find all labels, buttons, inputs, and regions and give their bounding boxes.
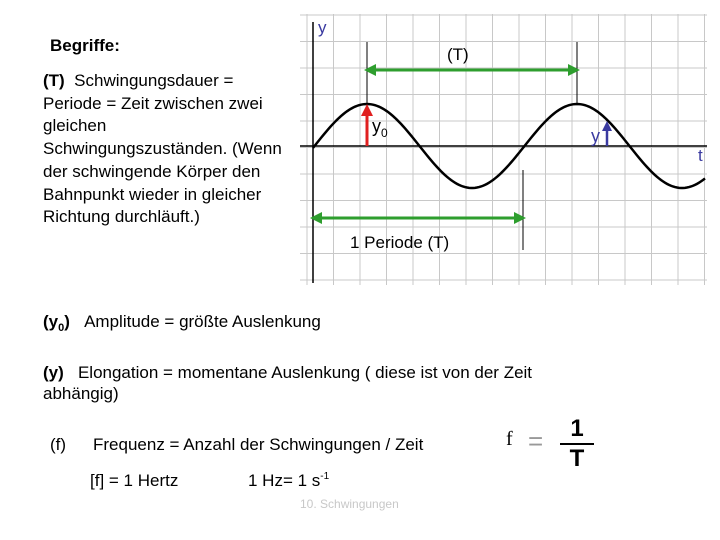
formula-numerator: 1 <box>570 415 584 442</box>
hertz-definition: 1 Hz= 1 $s^{-1}$ <box>248 471 330 490</box>
formula-f: f <box>506 428 513 450</box>
formula-fraction <box>560 416 594 472</box>
elongation-text-cont: abhängig) <box>43 384 119 403</box>
footer: 10. Schwingungen <box>300 497 399 511</box>
definition-period-key: (T) <box>43 71 65 90</box>
amplitude-key: $(y_0)$ <box>43 312 70 334</box>
formula-denominator: T <box>569 445 585 472</box>
amplitude-arrow-head <box>361 104 373 116</box>
definition-period-text: Schwingungsdauer = Periode = Zeit zwischen zwei gleichen Schwingungszuständen. (Wenn der schwingende Körper den Bahnpunkt wieder in gleicher Richtung durchläuft.) <box>43 71 282 227</box>
t-axis-label: t <box>698 146 703 165</box>
elongation-label: y <box>591 126 600 146</box>
frequency-unit: [f] = 1 Hertz <box>90 471 179 490</box>
period-top-arrow-right-head <box>568 64 580 76</box>
elongation-key: (y) <box>43 363 64 382</box>
period-bottom-arrow-right-head <box>514 212 526 224</box>
elongation-definition <box>43 362 683 404</box>
formula-equals: = <box>528 426 544 456</box>
frequency-text: Frequenz = Anzahl der Schwingungen / Zeit <box>93 435 424 454</box>
period-top-arrow-left-head <box>364 64 376 76</box>
period-bottom-arrow-left-head <box>310 212 322 224</box>
period-bottom-label: 1 Periode (T) <box>350 233 450 252</box>
frequency-key: (f) <box>50 435 67 454</box>
heading: Begriffe: <box>50 36 120 55</box>
amplitude-label: $y_0$ <box>372 116 388 140</box>
amplitude-definition <box>43 312 321 334</box>
amplitude-text: Amplitude = größte Auslenkung <box>84 312 321 331</box>
period-top-label: (T) <box>447 45 469 64</box>
y-axis-label: y <box>318 18 327 37</box>
elongation-text: Elongation = momentane Auslenkung ( diese ist von der Zeit <box>77 363 533 382</box>
